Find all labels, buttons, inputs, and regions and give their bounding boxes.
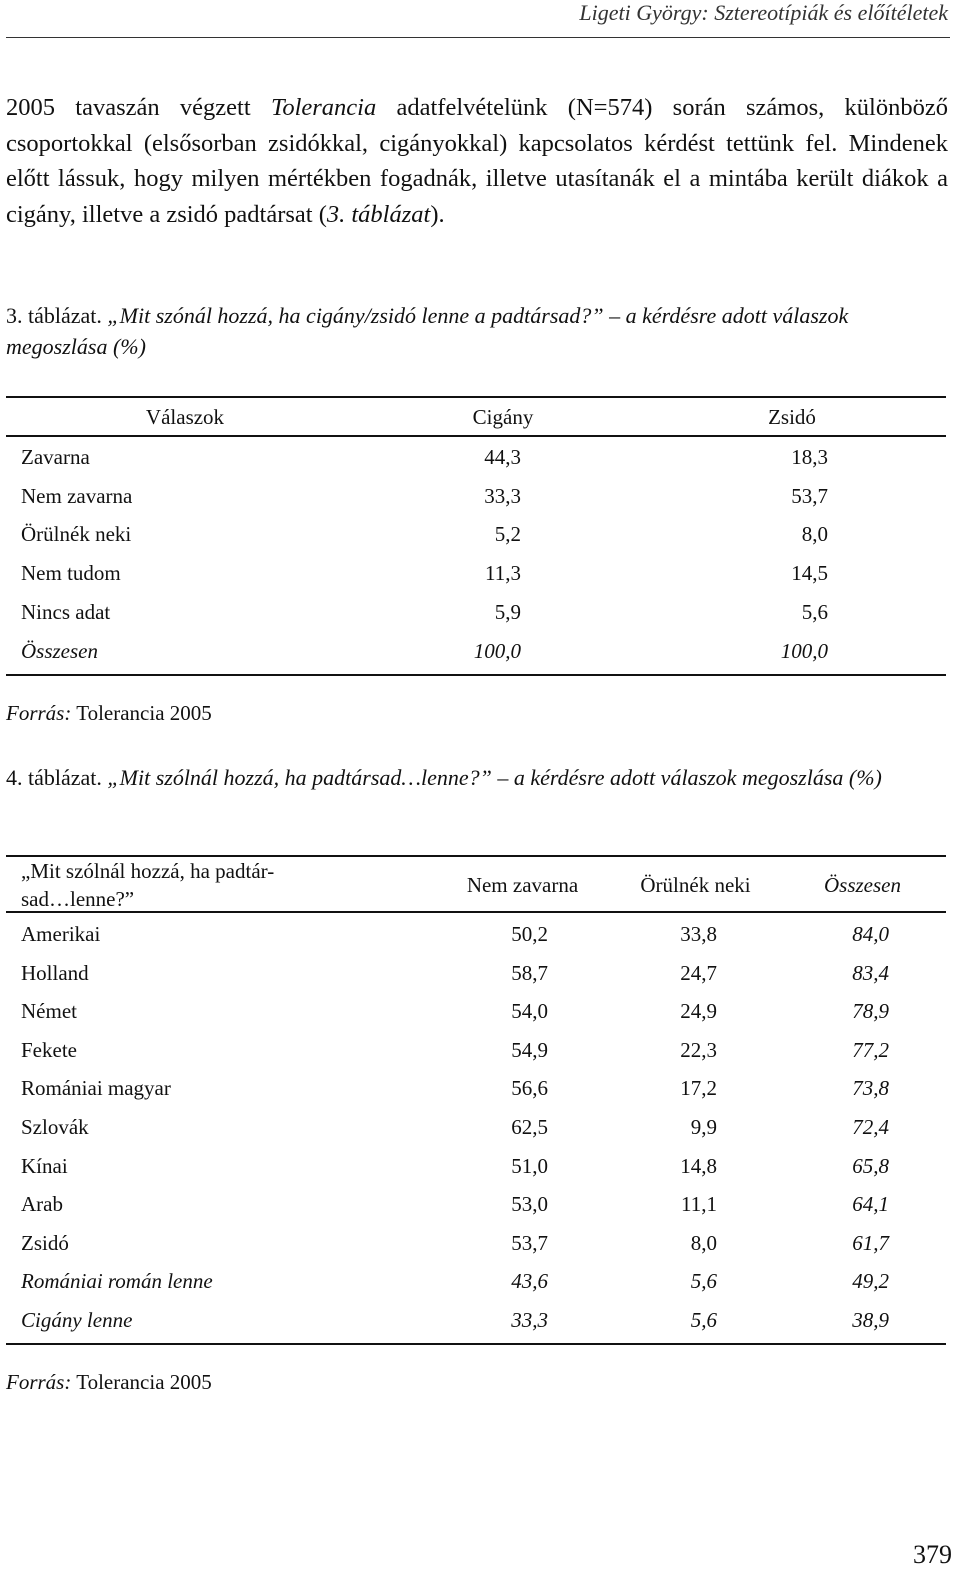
table3-cell-cigany: 11,3 [485,561,521,586]
table3-row-label: Nem zavarna [21,483,133,508]
table4-row-label: Holland [21,960,89,985]
table4-cell-nem-zavarna: 43,6 [511,1269,548,1294]
table4-cell-nem-zavarna: 53,7 [511,1230,548,1255]
table4-cell-orulnek: 17,2 [680,1076,717,1101]
table4-cell-nem-zavarna: 51,0 [511,1153,548,1178]
table4-cell-orulnek: 9,9 [690,1115,717,1139]
table3-source [6,701,212,725]
intro-italic-table-ref: 3. táblázat [326,200,431,228]
table4-cell-nem-zavarna: 33,3 [511,1308,548,1332]
table4-row-label: Romániai román lenne [21,1269,213,1294]
table4-cell-osszesen: 73,8 [852,1076,889,1101]
table3-row-label: Nem tudom [21,561,121,586]
table4-row-label: Fekete [21,1037,77,1062]
table4-cell-osszesen: 72,4 [852,1115,889,1139]
table4-caption [6,762,950,793]
table4-header-osszesen: Összesen [824,873,901,897]
table4-row-label: Arab [21,1192,63,1217]
table3-cell-cigany: 5,9 [494,599,521,624]
table3-cell-zsido: 100,0 [780,638,828,663]
table3-cell-cigany: 5,2 [494,522,521,547]
intro-text-2: adatfelvételünk (N=574) során számos, különböző csoportokkal (elsősorban zsidókkal, cigányokkal) kapcsolatos kérdést tettünk fel. Mindenek előtt lássuk, hogy milyen mértékben fogadnák, illetve utasítanák el a mintába került diákok a cigány, illetve a zsidó padtársat ( [6,94,948,228]
table3-header-rule [6,435,946,437]
table4-cell-osszesen: 83,4 [852,960,889,985]
table4-caption-rest: – a kérdésre adott válaszok megoszlása (%) [491,765,882,790]
table4-row-label: Szlovák [21,1115,89,1139]
table4-source-label: Forrás: [6,1370,72,1394]
table3-source-label: Forrás: [6,701,72,725]
table4-cell-orulnek: 11,1 [681,1192,717,1217]
table3-cell-cigany: 44,3 [484,445,521,469]
table4-header-question-line1: „Mit szólnál hozzá, ha padtár- [21,859,275,883]
running-header: Ligeti György: Sztereotípiák és előítéletek [579,0,948,25]
header-rule [6,37,950,38]
table4-row-label: Zsidó [21,1230,69,1255]
table3-header-valaszok: Válaszok [145,405,225,429]
table4-cell-orulnek: 24,7 [680,960,717,985]
table3-top-rule [6,396,946,398]
table4-cell-nem-zavarna: 53,0 [511,1192,548,1217]
table4-header-nem-zavarna: Nem zavarna [466,873,579,897]
table3-bottom-rule [6,674,946,676]
table3-source-value: Tolerancia 2005 [71,701,212,725]
table4-header-rule [6,911,946,913]
table3-label: 3. táblázat. [6,303,102,328]
table3-caption [6,300,950,362]
table3-cell-zsido: 14,5 [791,561,828,586]
table4-cell-orulnek: 8,0 [690,1230,717,1255]
table3-row-label: Örülnék neki [21,522,132,547]
table4-cell-nem-zavarna: 58,7 [511,960,548,985]
table4-cell-nem-zavarna: 50,2 [511,922,548,946]
intro-paragraph [6,90,948,232]
table4-source-value: Tolerancia 2005 [71,1370,212,1394]
table4-cell-orulnek: 33,8 [680,922,717,946]
table4-row-label: Romániai magyar [21,1076,171,1101]
table3-row-label: Zavarna [21,445,90,469]
table4-cell-orulnek: 14,8 [680,1153,717,1178]
table4-top-rule [6,855,946,857]
table4-cell-osszesen: 84,0 [852,922,889,946]
table4-cell-nem-zavarna: 54,0 [511,999,548,1024]
table4-row-label: Cigány lenne [21,1308,133,1332]
table4-cell-orulnek: 24,9 [680,999,717,1024]
table3-cell-zsido: 5,6 [801,599,828,624]
table4-question: „Mit szólnál hozzá, ha padtársad…lenne?” [107,765,492,790]
table4-cell-osszesen: 78,9 [852,999,889,1024]
table4-row-label: Német [21,999,77,1024]
table3-cell-cigany: 100,0 [473,638,521,663]
table4-cell-osszesen: 61,7 [852,1230,889,1255]
table4-cell-nem-zavarna: 54,9 [511,1037,548,1062]
table3-caption-rest: – a kérdésre adott válaszok megoszlása (%) [6,303,849,359]
table4-cell-osszesen: 65,8 [852,1153,889,1178]
table3-cell-zsido: 53,7 [791,483,828,508]
intro-italic-survey: Tolerancia [270,94,377,121]
table4-cell-orulnek: 22,3 [680,1037,717,1062]
table3-cell-zsido: 18,3 [791,445,828,469]
table4-cell-orulnek: 5,6 [690,1308,717,1332]
table4-cell-nem-zavarna: 62,5 [511,1115,548,1139]
table3-row-label: Összesen [21,638,98,663]
intro-text-3: ). [430,200,445,228]
table4-cell-orulnek: 5,6 [690,1269,717,1294]
page-number: 379 [913,1540,952,1569]
table3-cell-zsido: 8,0 [801,522,828,547]
table4-cell-osszesen: 38,9 [852,1308,889,1332]
table4-source [6,1370,212,1394]
table4-row-label: Amerikai [21,922,101,946]
table3-header-cigany: Cigány [472,405,534,429]
table3-question: „Mit szónál hozzá, ha cigány/zsidó lenne a padtársad?” [107,303,604,328]
table4-cell-osszesen: 64,1 [852,1192,889,1217]
table4-header-orulnek-neki: Örülnék neki [640,873,751,897]
table4-label: 4. táblázat. [6,765,102,790]
table4-cell-nem-zavarna: 56,6 [511,1076,548,1101]
table4-bottom-rule [6,1343,946,1345]
table4-row-label: Kínai [21,1153,68,1178]
intro-text-1: 2005 tavaszán végzett [6,94,271,121]
table4-cell-osszesen: 77,2 [852,1037,889,1062]
table4-cell-osszesen: 49,2 [852,1269,889,1294]
table3-row-label: Nincs adat [21,599,111,624]
table3-cell-cigany: 33,3 [484,483,521,508]
table4-header-question-line2: sad…lenne?” [21,887,135,911]
table3-header-zsido: Zsidó [768,405,816,429]
